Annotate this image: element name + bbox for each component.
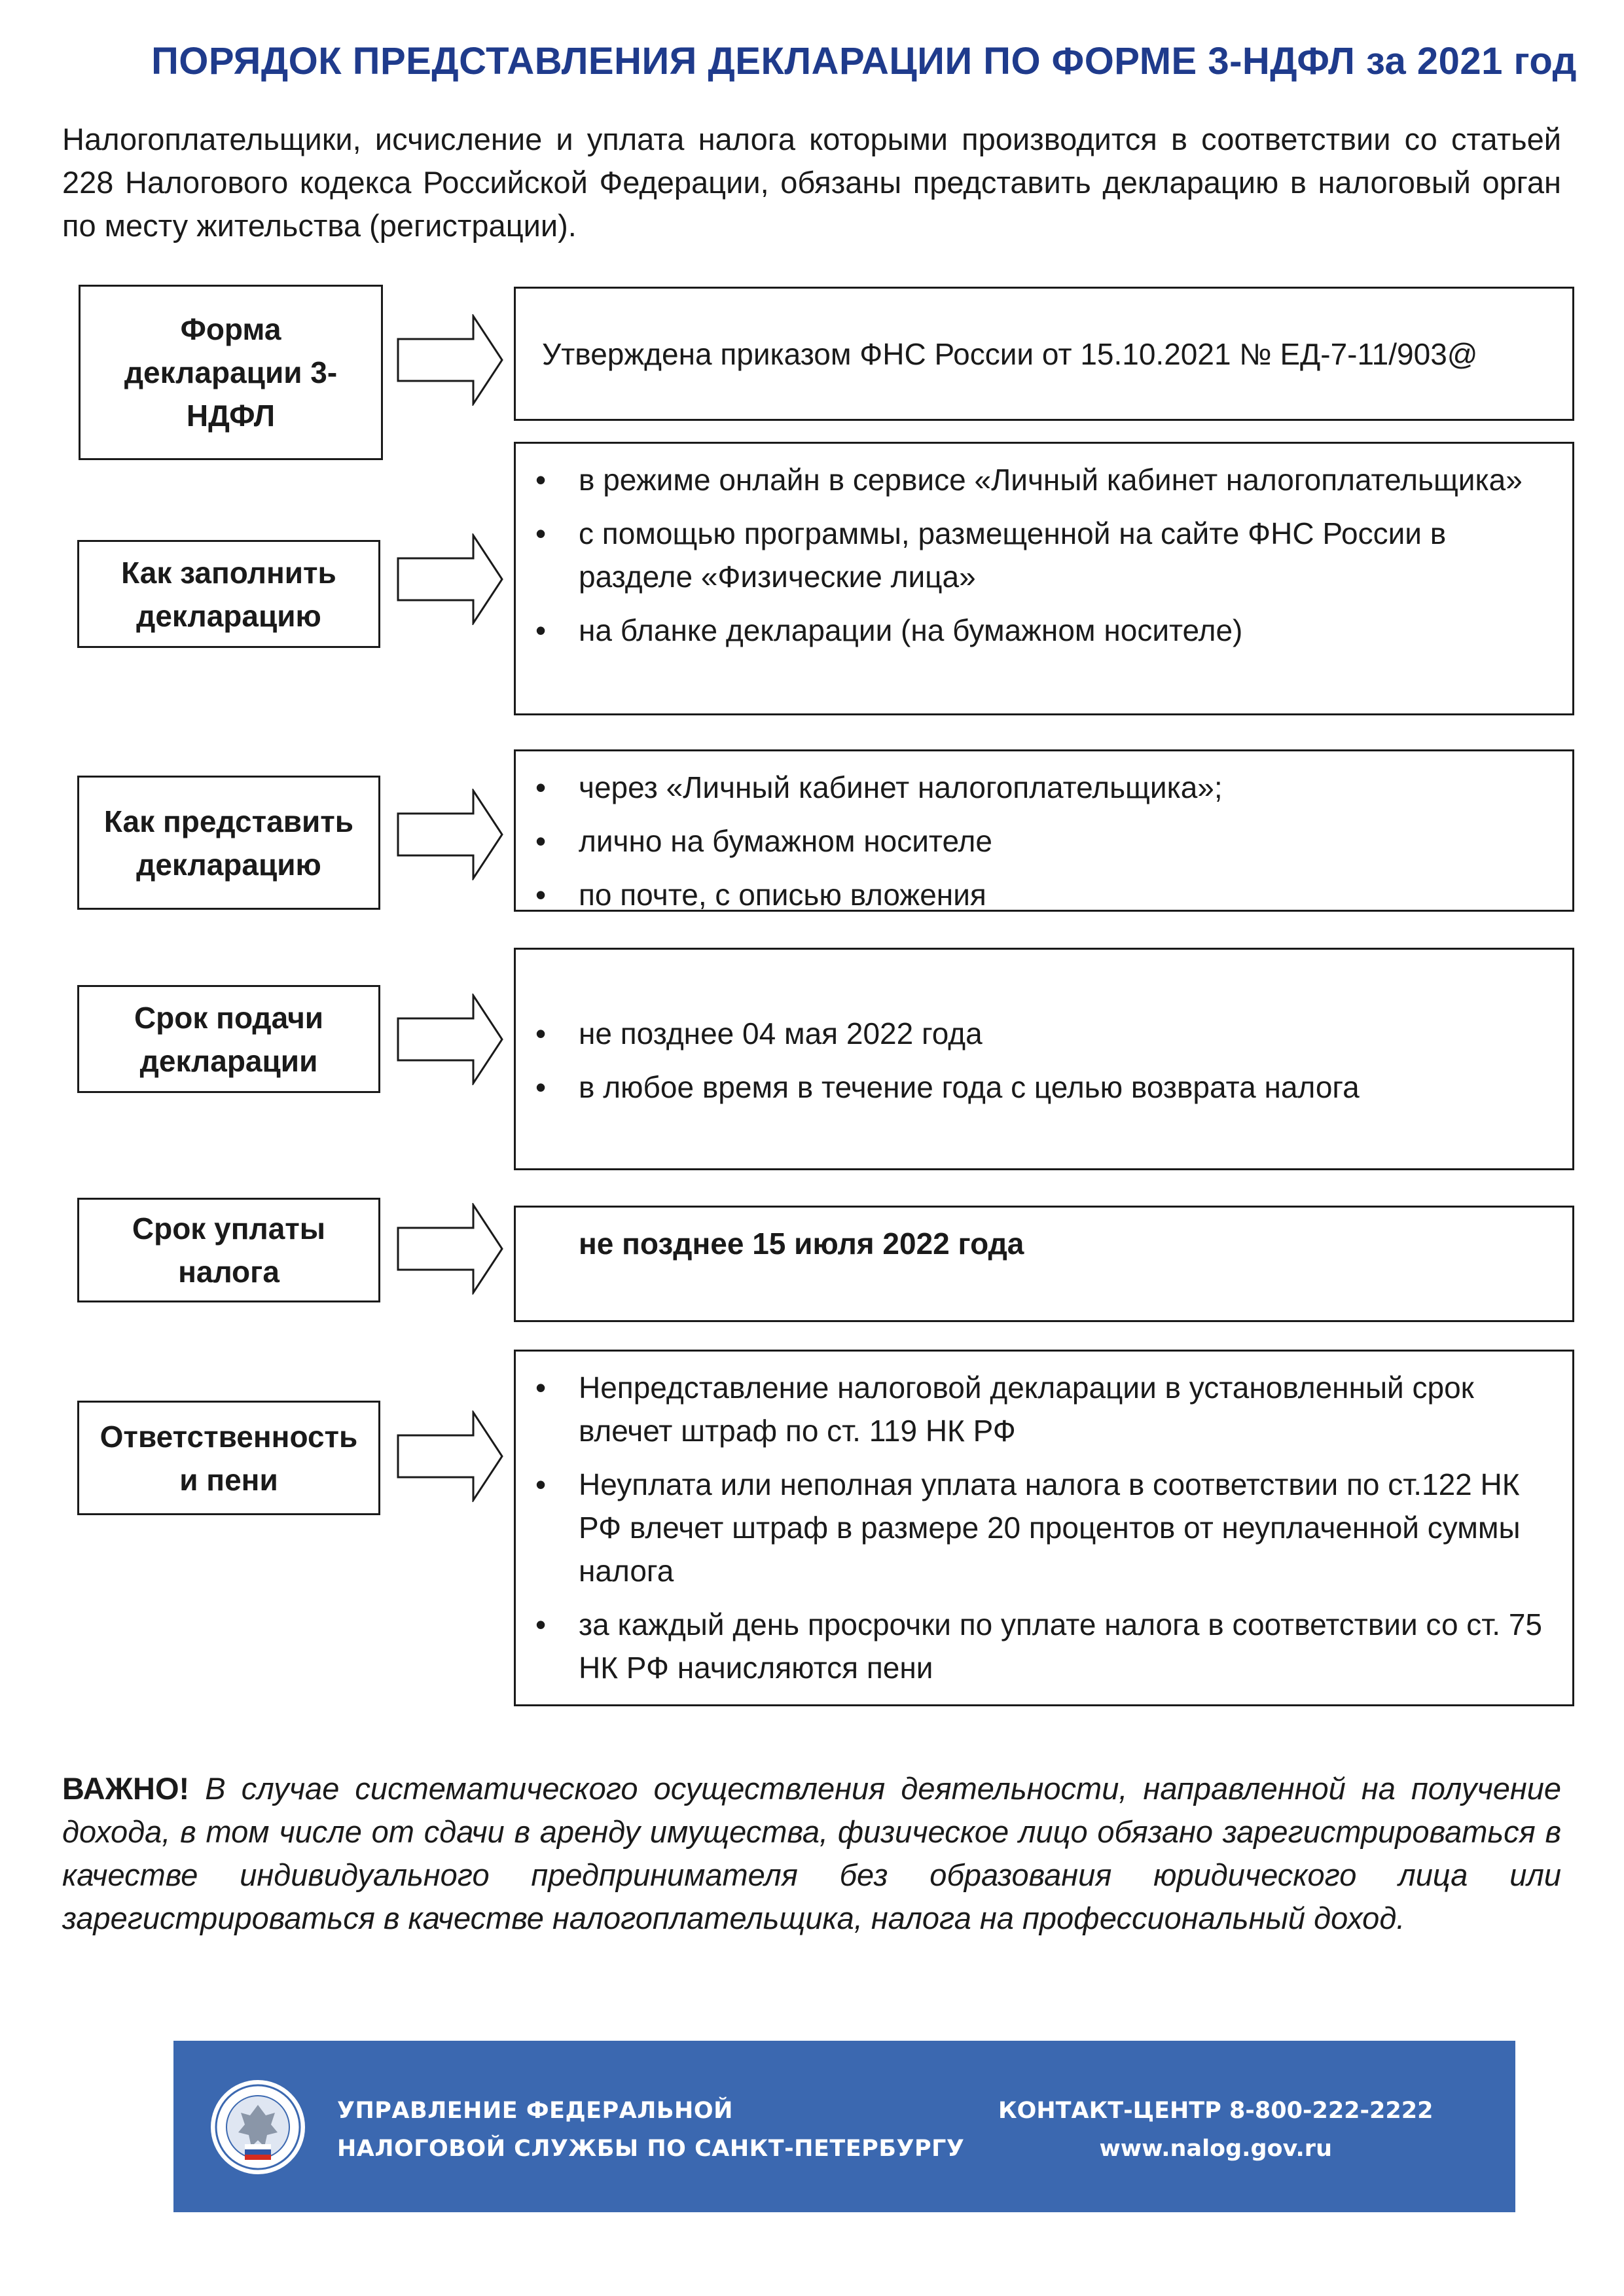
content-box-payment-deadline bbox=[514, 1206, 1574, 1322]
label-text: Срок подачи декларации bbox=[134, 1000, 324, 1078]
list-item: • с помощью программы, размещенной на сайте ФНС России в разделе «Физические лица» bbox=[516, 512, 1572, 598]
label-box-submit bbox=[77, 776, 380, 910]
important-label: ВАЖНО! bbox=[62, 1771, 190, 1806]
list-item: • Непредставление налоговой декларации в установленный срок влечет штраф по ст. 119 НК РФ bbox=[516, 1366, 1572, 1452]
org-line: НАЛОГОВОЙ СЛУЖБЫ ПО САНКТ-ПЕТЕРБУРГУ bbox=[337, 2136, 965, 2162]
form-approval-text: Утверждена приказом ФНС России от 15.10.2021 № ЕД-7-11/903@ bbox=[542, 336, 1478, 371]
label-box-payment-deadline bbox=[77, 1198, 380, 1302]
bullet-list bbox=[516, 1366, 1572, 1689]
content-box-form bbox=[514, 287, 1574, 421]
payment-deadline-text: не позднее 15 июля 2022 года bbox=[579, 1227, 1024, 1261]
list-item: • в любое время в течение года с целью возврата налога bbox=[516, 1066, 1572, 1109]
footer-org-name bbox=[337, 2092, 964, 2168]
label-text: Как представить декларацию bbox=[103, 804, 354, 882]
arrow-right-icon bbox=[396, 533, 504, 625]
fns-emblem-icon bbox=[209, 2079, 306, 2176]
content-box-fill bbox=[514, 442, 1574, 715]
list-item: • Неуплата или неполная уплата налога в соответствии по ст.122 НК РФ влечет штраф в размере 20 процентов от неуплаченной суммы налога bbox=[516, 1463, 1572, 1592]
list-item: • по почте, с описью вложения bbox=[516, 873, 1572, 912]
bullet-list bbox=[516, 458, 1572, 652]
label-text: Форма декларации 3-НДФЛ bbox=[124, 312, 338, 433]
list-item: • на бланке декларации (на бумажном носителе) bbox=[516, 609, 1572, 652]
list-item: • не позднее 04 мая 2022 года bbox=[516, 1012, 1572, 1055]
page-title: ПОРЯДОК ПРЕДСТАВЛЕНИЯ ДЕКЛАРАЦИИ ПО ФОРМЕ 3-НДФЛ за 2021 год bbox=[151, 40, 1577, 82]
important-text: В случае систематического осуществления деятельности, направленной на получение дохода, в том числе от сдачи в аренду имущества, физическое лицо обязано зарегистрироваться в качестве индивидуального предпринимателя без образования юридического лица или зарегистрироваться в качестве налогоплательщика, налога на профессиональный доход. bbox=[62, 1771, 1561, 1935]
list-item: • через «Личный кабинет налогоплательщика»; bbox=[516, 766, 1572, 809]
list-item: • лично на бумажном носителе bbox=[516, 819, 1572, 863]
footer-banner bbox=[173, 2041, 1515, 2212]
arrow-right-icon bbox=[396, 1203, 504, 1295]
bullet-list bbox=[516, 1012, 1572, 1109]
label-box-fill bbox=[77, 540, 380, 648]
arrow-right-icon bbox=[396, 789, 504, 880]
arrow-right-icon bbox=[396, 1410, 504, 1502]
list-item: • в режиме онлайн в сервисе «Личный кабинет налогоплательщика» bbox=[516, 458, 1572, 501]
content-box-filing-deadline bbox=[514, 948, 1574, 1170]
intro-paragraph: Налогоплательщики, исчисление и уплата налога которыми производится в соответствии со статьей 228 Налогового кодекса Российской Федерации, обязаны представить декларацию в налоговый орган по месту жительства (регистрации). bbox=[62, 122, 1561, 243]
org-line: УПРАВЛЕНИЕ ФЕДЕРАЛЬНОЙ bbox=[337, 2098, 733, 2124]
important-note bbox=[62, 1767, 1561, 1940]
list-item: • за каждый день просрочки по уплате налога в соответствии со ст. 75 НК РФ начисляются пени bbox=[516, 1603, 1572, 1689]
label-box-form bbox=[79, 285, 383, 460]
label-text: Срок уплаты налога bbox=[132, 1211, 326, 1289]
arrow-right-icon bbox=[396, 314, 504, 406]
contact-center: КОНТАКТ-ЦЕНТР 8-800-222-2222 bbox=[998, 2098, 1434, 2124]
label-text: Ответственность и пени bbox=[99, 1419, 358, 1497]
footer-contacts bbox=[998, 2092, 1433, 2168]
label-text: Как заполнить декларацию bbox=[121, 555, 336, 633]
content-box-liability bbox=[514, 1350, 1574, 1706]
bullet-list bbox=[516, 766, 1572, 912]
website-link[interactable]: www.nalog.gov.ru bbox=[1099, 2136, 1332, 2162]
content-box-submit bbox=[514, 749, 1574, 912]
label-box-filing-deadline bbox=[77, 985, 380, 1093]
label-box-liability bbox=[77, 1401, 380, 1515]
arrow-right-icon bbox=[396, 994, 504, 1085]
